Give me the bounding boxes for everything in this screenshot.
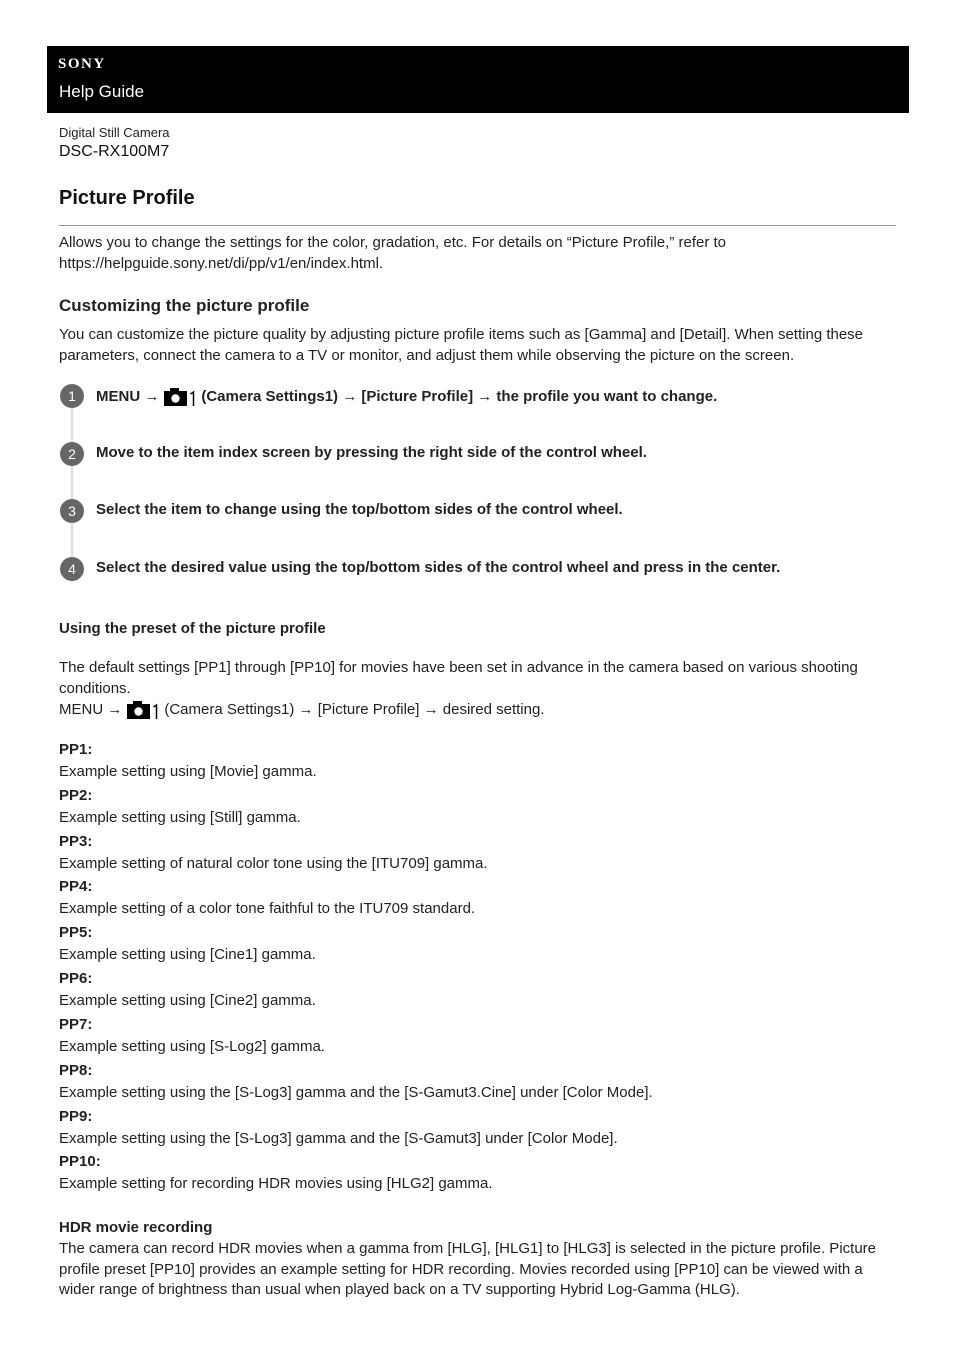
step-text — [96, 386, 717, 406]
preset-name: PP2: — [59, 787, 93, 804]
preset-menu-label: MENU → — [59, 701, 123, 718]
preset-description: Example setting using [Movie] gamma. — [59, 763, 317, 780]
step-number: 1 — [60, 384, 84, 408]
preset-name: PP4: — [59, 878, 93, 895]
preset-description: Example setting using [Cine1] gamma. — [59, 946, 316, 963]
preset-name: PP8: — [59, 1062, 93, 1079]
step-4 — [60, 557, 900, 581]
preset-item-pp9 — [59, 1107, 899, 1151]
page-title: Picture Profile — [59, 187, 195, 209]
preset-item-pp10 — [59, 1152, 899, 1196]
preset-name: PP5: — [59, 924, 93, 941]
preset-description: Example setting using the [S-Log3] gamma and the [S-Gamut3] under [Color Mode]. — [59, 1130, 618, 1147]
step-number: 2 — [60, 442, 84, 466]
step-text: Select the item to change using the top/bottom sides of the control wheel. — [96, 501, 623, 518]
preset-name: PP1: — [59, 741, 93, 758]
preset-name: PP3: — [59, 833, 93, 850]
camera-settings1-icon — [163, 386, 197, 406]
preset-name: PP9: — [59, 1108, 93, 1125]
preset-description: Example setting using [Still] gamma. — [59, 809, 301, 826]
camera-settings1-icon — [126, 699, 160, 719]
preset-item-pp7 — [59, 1015, 899, 1059]
product-category: Digital Still Camera — [59, 125, 170, 140]
preset-menu-path-text: (Camera Settings1) → [Picture Profile] → desired setting. — [164, 701, 545, 718]
intro-text: Allows you to change the settings for the color, gradation, etc. For details on “Picture Profile,” refer to https://helpguide.sony.net/di/pp/v1/en/index.html. — [59, 234, 727, 272]
preset-description: Example setting using the [S-Log3] gamma and the [S-Gamut3.Cine] under [Color Mode]. — [59, 1084, 653, 1101]
preset-item-pp4 — [59, 877, 899, 921]
step-connector — [71, 400, 73, 565]
step-1 — [60, 384, 900, 408]
preset-item-pp1 — [59, 740, 899, 784]
preset-item-pp6 — [59, 969, 899, 1013]
preset-menu-path — [59, 699, 899, 721]
preset-name: PP6: — [59, 970, 93, 987]
step-text: Move to the item index screen by pressing the right side of the control wheel. — [96, 444, 647, 461]
preset-name: PP7: — [59, 1016, 93, 1033]
preset-item-pp2 — [59, 786, 899, 830]
preset-text: The default settings [PP1] through [PP10] for movies have been set in advance in the camera based on various shooting conditions. — [59, 659, 858, 697]
product-model: DSC-RX100M7 — [59, 143, 170, 160]
step-number: 3 — [60, 499, 84, 523]
step-number: 4 — [60, 557, 84, 581]
page-header — [47, 46, 909, 113]
title-divider — [59, 225, 896, 226]
preset-description: Example setting for recording HDR movies using [HLG2] gamma. — [59, 1175, 493, 1192]
customize-text: You can customize the picture quality by adjusting picture profile items such as [Gamma] and [Detail]. When setting these parameters, connect the camera to a TV or monitor, and adjust them while observing the picture on the screen. — [59, 326, 864, 364]
preset-heading: Using the preset of the picture profile — [59, 620, 326, 637]
preset-name: PP10: — [59, 1153, 101, 1170]
step-2 — [60, 442, 900, 466]
customize-heading: Customizing the picture profile — [59, 296, 310, 315]
preset-description: Example setting using [S-Log2] gamma. — [59, 1038, 325, 1055]
step-path: (Camera Settings1) → [Picture Profile] → the profile you want to change. — [201, 388, 718, 405]
preset-item-pp8 — [59, 1061, 899, 1105]
hdr-text: The camera can record HDR movies when a gamma from [HLG], [HLG1] to [HLG3] is selected in the picture profile. Picture profile preset [PP10] provides an example setting for HDR recording. Movies recorded using [PP10] can be viewed with a wider range of brightness than usual when played back on a TV supporting Hybrid Log-Gamma (HLG). — [59, 1240, 876, 1298]
preset-item-pp3 — [59, 832, 899, 876]
preset-description: Example setting of natural color tone using the [ITU709] gamma. — [59, 855, 488, 872]
preset-description: Example setting of a color tone faithful to the ITU709 standard. — [59, 900, 476, 917]
preset-item-pp5 — [59, 923, 899, 967]
hdr-heading: HDR movie recording — [59, 1219, 213, 1236]
step-3 — [60, 499, 900, 523]
preset-description: Example setting using [Cine2] gamma. — [59, 992, 316, 1009]
step-menu-label: MENU → — [96, 388, 160, 405]
help-guide-label: Help Guide — [59, 82, 145, 101]
step-text: Select the desired value using the top/bottom sides of the control wheel and press in the center. — [96, 559, 781, 576]
brand-logo: SONY — [58, 56, 106, 72]
